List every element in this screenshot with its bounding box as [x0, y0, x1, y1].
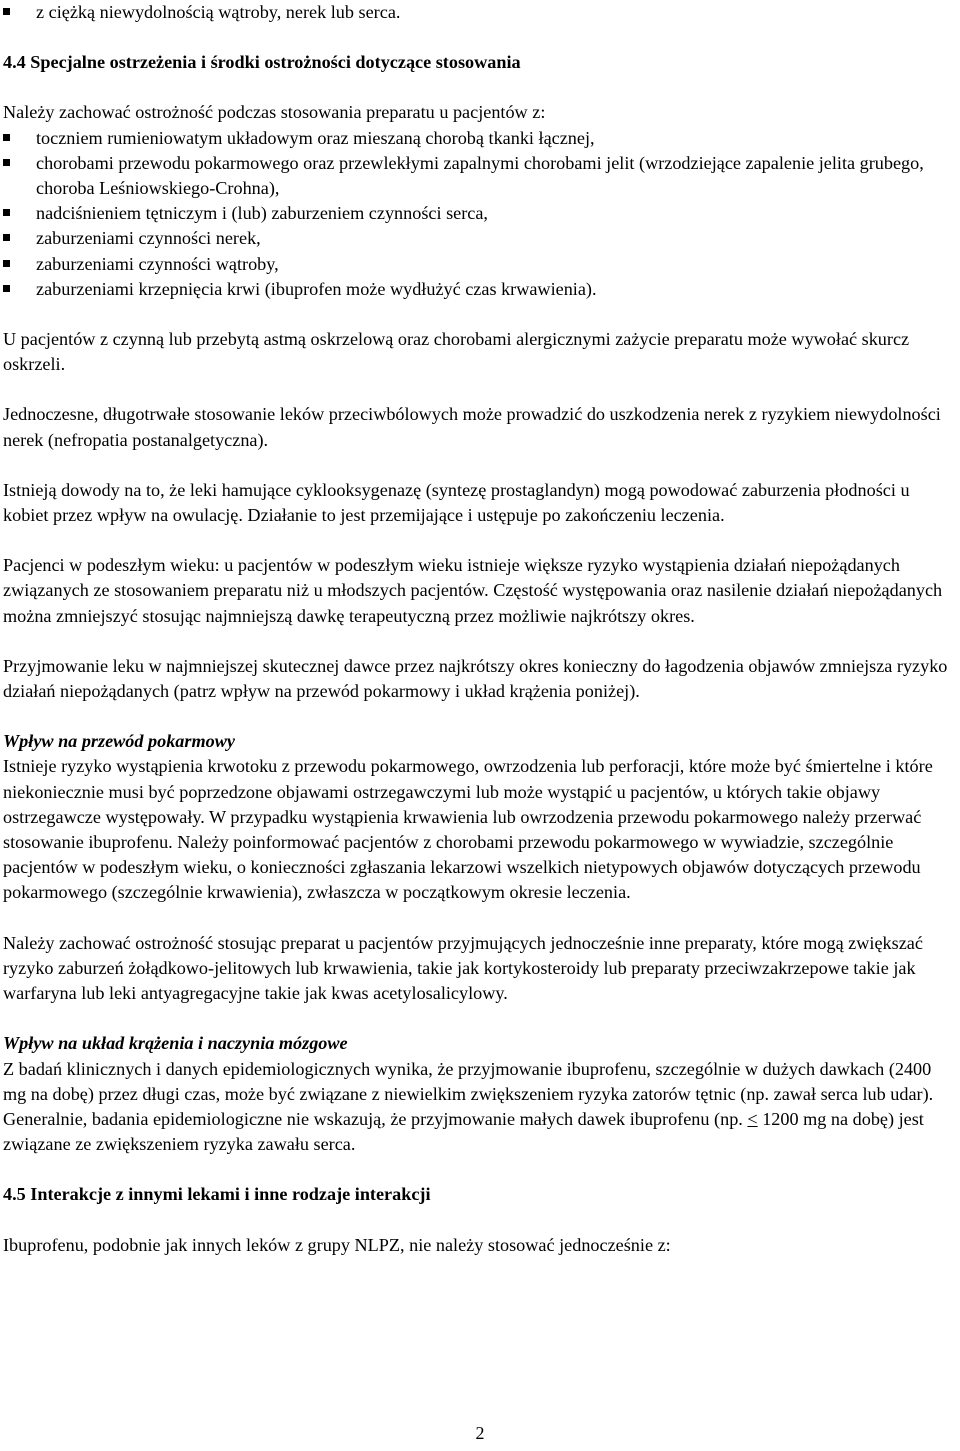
paragraph: Przyjmowanie leku w najmniejszej skutecznej dawce przez najkrótszy okres konieczny do łagodzenia objawów zmniejsza ryzyko działań niepożądanych (patrz wpływ na przewód pokarmowy i układ krążenia poniżej).	[3, 655, 948, 702]
document-page	[3, 0, 955, 1258]
paragraph: Istnieją dowody na to, że leki hamujące cyklooksygenazę (syntezę prostaglandyn) mogą powodować zaburzenia płodności u kobiet przez wpływ na owulację. Działanie to jest przemijające i ustępuje po zakończeniu leczenia.	[3, 479, 910, 526]
page-number: 2	[475, 1423, 485, 1443]
paragraph: Należy zachować ostrożność stosując preparat u pacjentów przyjmujących jednocześnie inne preparaty, które mogą zwiększać ryzyko zaburzeń żołądkowo-jelitowych lub krwawienia, takie jak kortykosteroidy lub preparaty przeciwzakrzepowe takie jak warfaryna lub leki antyagregacyjne takie jak kwas acetylosalicylowy.	[3, 932, 923, 1004]
list-item	[3, 252, 955, 277]
paragraph: U pacjentów z czynną lub przebytą astmą oskrzelową oraz chorobami alergicznymi zażycie preparatu może wywołać skurcz oskrzeli.	[3, 329, 910, 375]
bullet-icon	[3, 234, 10, 241]
section-heading-4-4: 4.4 Specjalne ostrzeżenia i środki ostrożności dotyczące stosowania	[3, 52, 521, 73]
bullet-icon	[3, 260, 10, 267]
warning-list	[3, 126, 955, 302]
list-item-text: zaburzeniami czynności wątroby,	[36, 253, 279, 274]
section-heading-4-5: 4.5 Interakcje z innymi lekami i inne rodzaje interakcji	[3, 1184, 431, 1205]
list-item	[3, 151, 955, 201]
list-item-text: z ciężką niewydolnością wątroby, nerek lub serca.	[36, 2, 401, 22]
intro-text: Należy zachować ostrożność podczas stosowania preparatu u pacjentów z:	[3, 102, 546, 123]
less-than-or-equal-symbol: <	[747, 1108, 758, 1129]
list-item	[3, 277, 955, 302]
cv-text-part: Z badań klinicznych i danych epidemiologicznych wynika, że przyjmowanie ibuprofenu, szczególnie w dużych dawkach (2400 mg na dobę) przez długi czas, może być związane z niewielkim zwiększeniem ryzyka zatorów tętnic (np. zawał serca lub udar). Generalnie, badania epidemiologiczne nie wskazują, że przyjmowanie małych dawek ibuprofenu (np.	[3, 1058, 934, 1129]
paragraph: Istnieje ryzyko wystąpienia krwotoku z przewodu pokarmowego, owrzodzenia lub perforacji, które może być śmiertelne i które niekoniecznie musi być poprzedzone objawami ostrzegawczymi lub może wystąpić u pacjentów, u których takie objawy ostrzegawcze występowały. W przypadku wystąpienia krwawienia lub owrzodzenia przewodu pokarmowego należy przerwać stosowanie ibuprofenu. Należy poinformować pacjentów z chorobami przewodu pokarmowego w wywiadzie, szczególnie pacjentów w podeszłym wieku, o konieczności zgłaszania lekarzowi wszelkich nietypowych objawów dotyczących przewodu pokarmowego (szczególnie krwawienia), zwłaszcza w początkowym okresie leczenia.	[3, 756, 933, 903]
cv-paragraph	[3, 1057, 955, 1158]
list-item-text: chorobami przewodu pokarmowego oraz przewlekłymi zapalnymi chorobami jelit (wrzodziejące zapalenie jelita grubego, choroba Leśniowskiego-Crohna),	[36, 152, 924, 199]
paragraph: Ibuprofenu, podobnie jak innych leków z grupy NLPZ, nie należy stosować jednocześnie z:	[3, 1234, 671, 1255]
list-item-text: nadciśnieniem tętniczym i (lub) zaburzeniem czynności serca,	[36, 203, 488, 224]
bullet-icon	[3, 159, 10, 166]
list-item-text: zaburzeniami krzepnięcia krwi (ibuprofen może wydłużyć czas krwawienia).	[36, 278, 597, 299]
cv-text-part: 1200 mg na dobę) jest związane ze zwiększeniem ryzyka zawału serca.	[3, 1108, 924, 1155]
list-item-text: zaburzeniami czynności nerek,	[36, 228, 261, 249]
bullet-icon	[3, 209, 10, 216]
list-item	[3, 0, 955, 25]
list-item-text: toczniem rumieniowatym układowym oraz mieszaną chorobą tkanki łącznej,	[36, 127, 595, 148]
cv-heading: Wpływ na układ krążenia i naczynia mózgowe	[3, 1033, 348, 1054]
bullet-icon	[3, 134, 10, 141]
bullet-icon	[3, 8, 10, 15]
list-item	[3, 201, 955, 226]
paragraph: Pacjenci w podeszłym wieku: u pacjentów w podeszłym wieku istnieje większe ryzyko wystąpienia działań niepożądanych związanych ze stosowaniem preparatu niż u młodszych pacjentów. Częstość występowania oraz nasilenie działań niepożądanych można zmniejszyć stosując najmniejszą dawkę terapeutyczną przez możliwie najkrótszy okres.	[3, 555, 943, 626]
list-item	[3, 126, 955, 151]
gi-heading: Wpływ na przewód pokarmowy	[3, 731, 235, 752]
paragraph: Jednoczesne, długotrwałe stosowanie leków przeciwbólowych może prowadzić do uszkodzenia nerek z ryzykiem niewydolności nerek (nefropatia postanalgetyczna).	[3, 404, 941, 450]
list-item	[3, 226, 955, 251]
bullet-icon	[3, 285, 10, 292]
